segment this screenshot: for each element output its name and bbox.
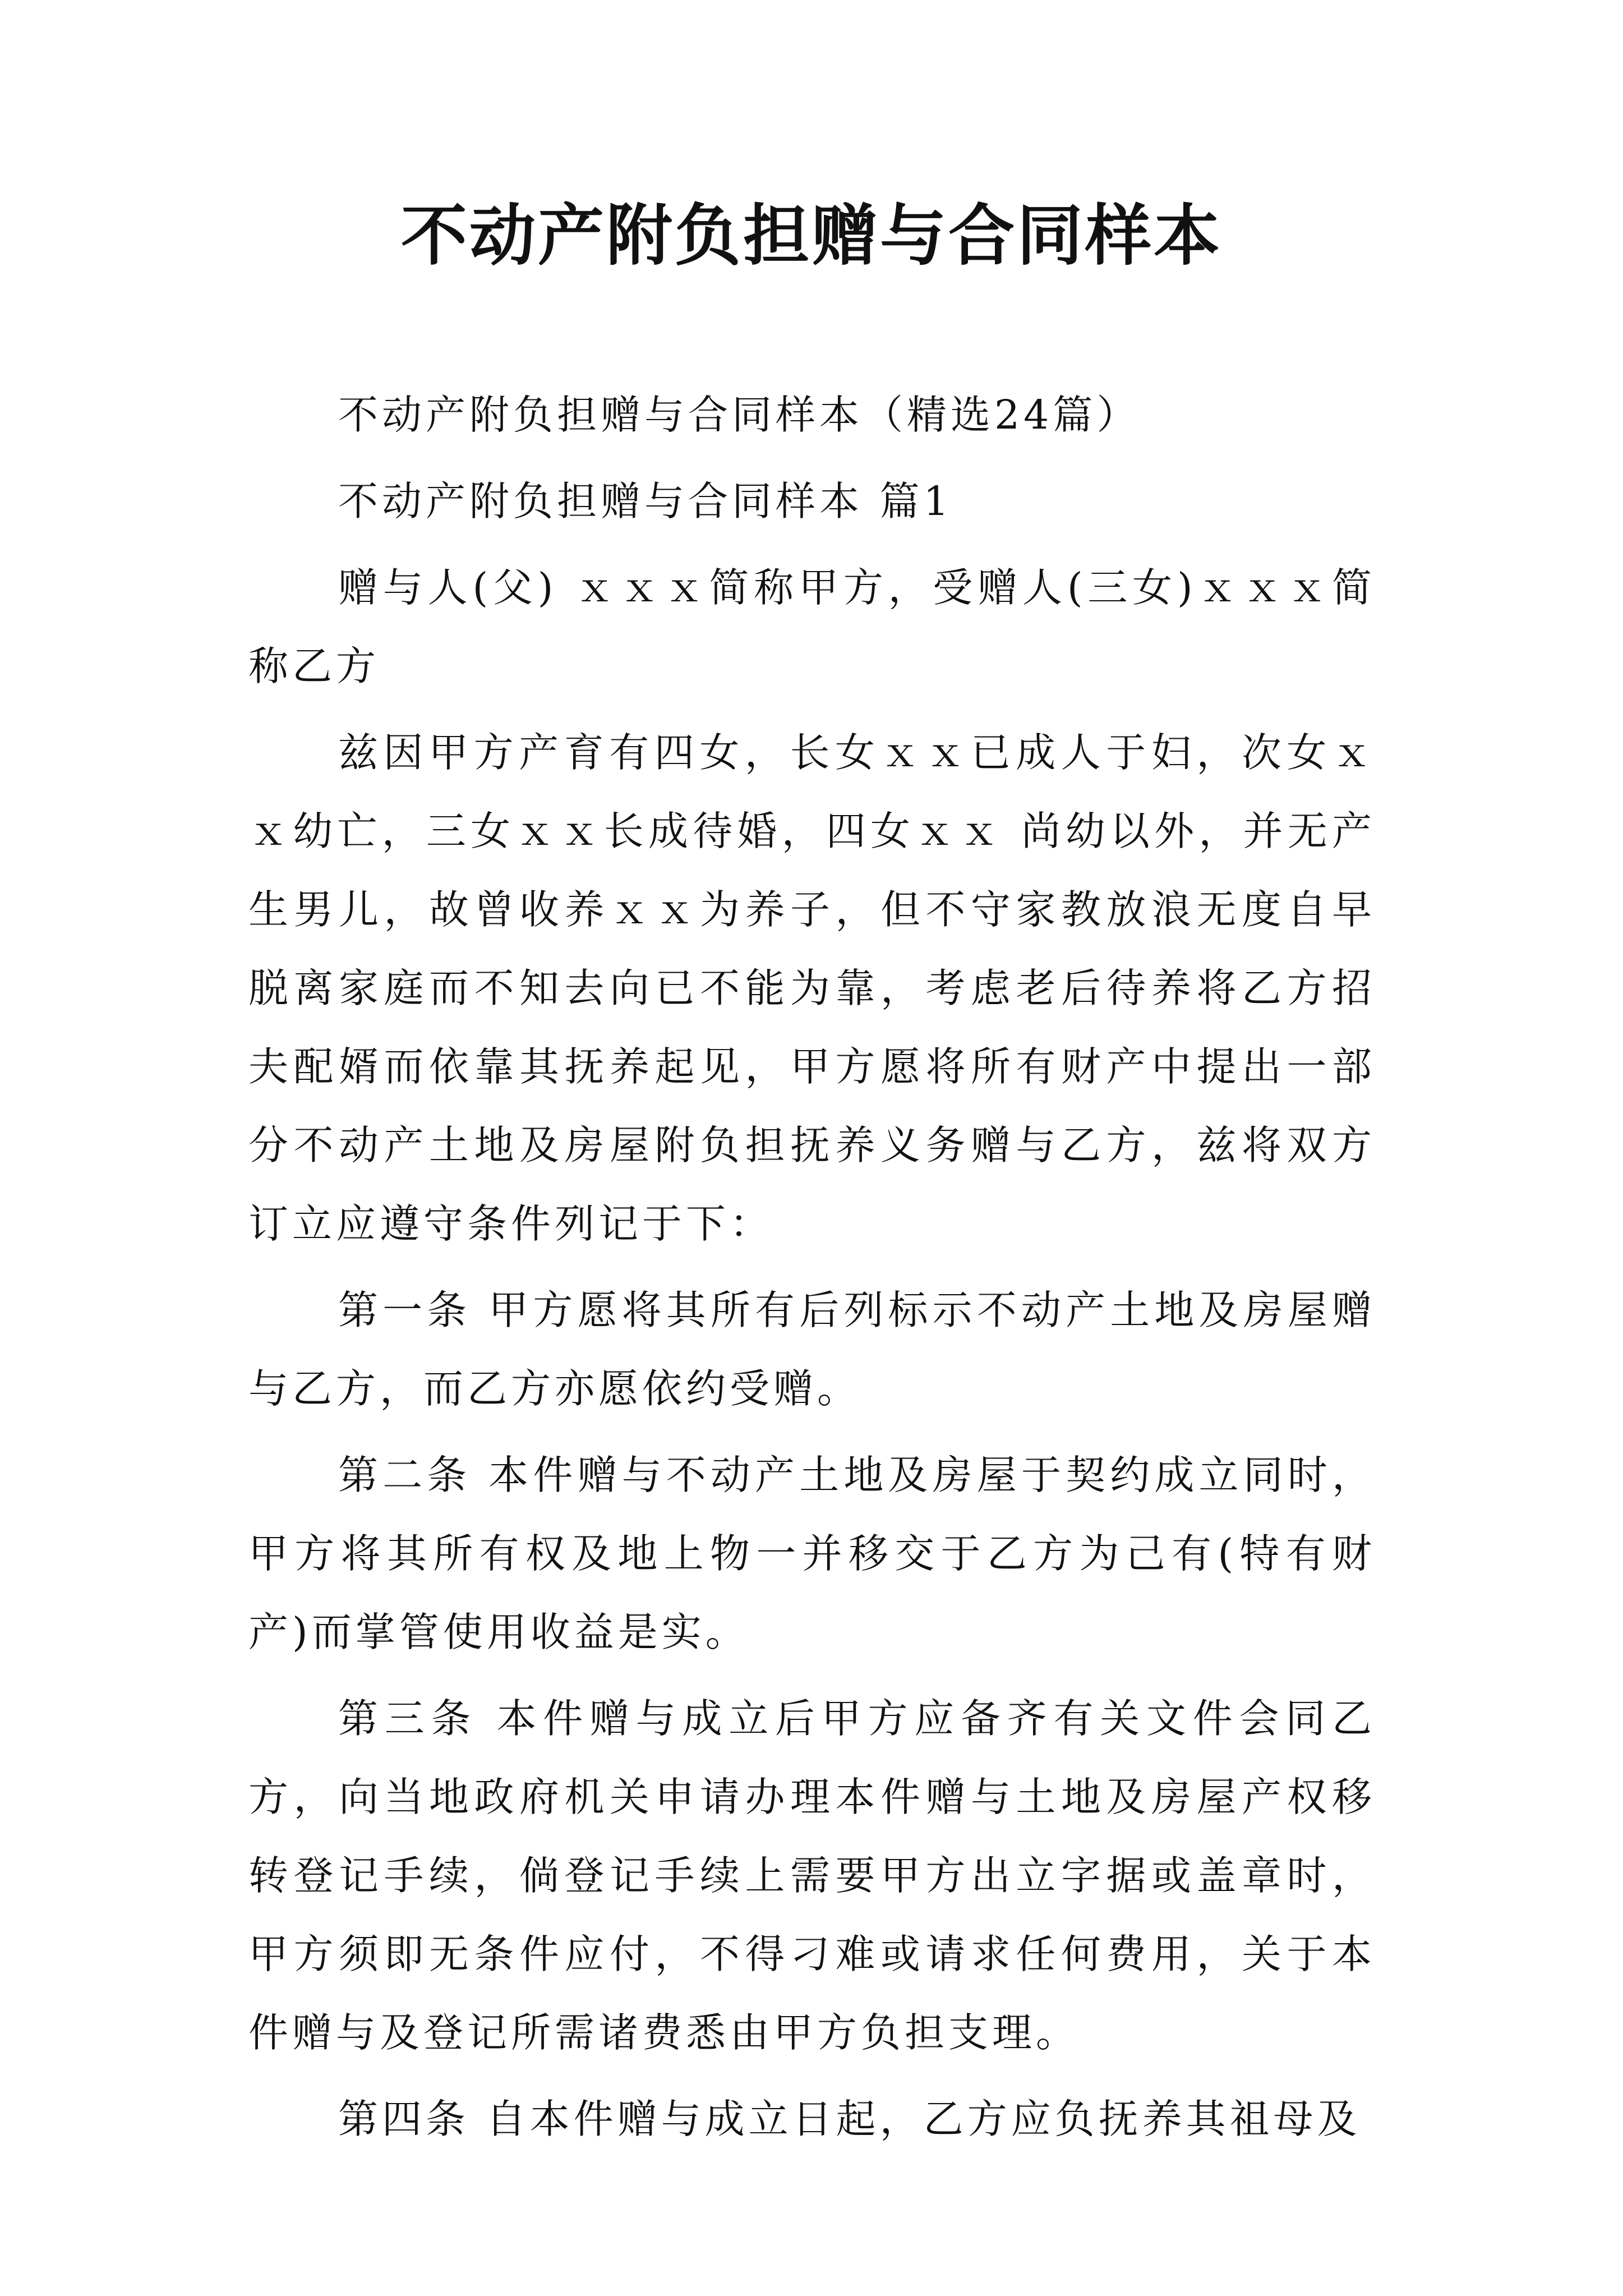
article-1-paragraph: 第一条 甲方愿将其所有后列标示不动产土地及房屋赠与乙方，而乙方亦愿依约受赠。 (248, 1287, 1376, 1412)
article-3-paragraph: 第三条 本件赠与成立后甲方应备齐有关文件会同乙方，向当地政府机关申请办理本件赠与土地及房屋产权移转登记手续，倘登记手续上需要甲方出立字据或盖章时，甲方须即无条件应付，不得刁难或请求任何费用，关于本件赠与及登记所需诸费悉由甲方负担支理。 (248, 1695, 1376, 2056)
article-2-paragraph: 第二条 本件赠与不动产土地及房屋于契约成立同时，甲方将其所有权及地上物一并移交于乙方为己有(特有财产)而掌管使用收益是实。 (248, 1452, 1376, 1655)
document-title: 不动产附负担赠与合同样本 (400, 196, 1222, 274)
document-body (248, 376, 1376, 2166)
section-heading: 不动产附负担赠与合同样本 篇1 (338, 478, 953, 524)
preamble-paragraph: 兹因甲方产育有四女，长女ｘｘ已成人于妇，次女ｘｘ幼亡，三女ｘｘ长成待婚，四女ｘｘ 尚幼以外，并无产生男儿，故曾收养ｘｘ为养子，但不守家教放浪无度自早脱离家庭而不知去向已不能为靠，考虑老后待养将乙方招夫配婿而依靠其抚养起见，甲方愿将所有财产中提出一部分不动产土地及房屋附负担抚养义务赠与乙方，兹将双方订立应遵守条件列记于下： (248, 729, 1376, 1247)
parties-paragraph: 赠与人(父) ｘｘｘ简称甲方，受赠人(三女)ｘｘｘ简称乙方 (248, 564, 1376, 689)
subtitle-paragraph: 不动产附负担赠与合同样本（精选24篇） (338, 392, 1141, 438)
article-4-paragraph: 第四条 自本件赠与成立日起，乙方应负抚养其祖母及 (338, 2096, 1361, 2142)
